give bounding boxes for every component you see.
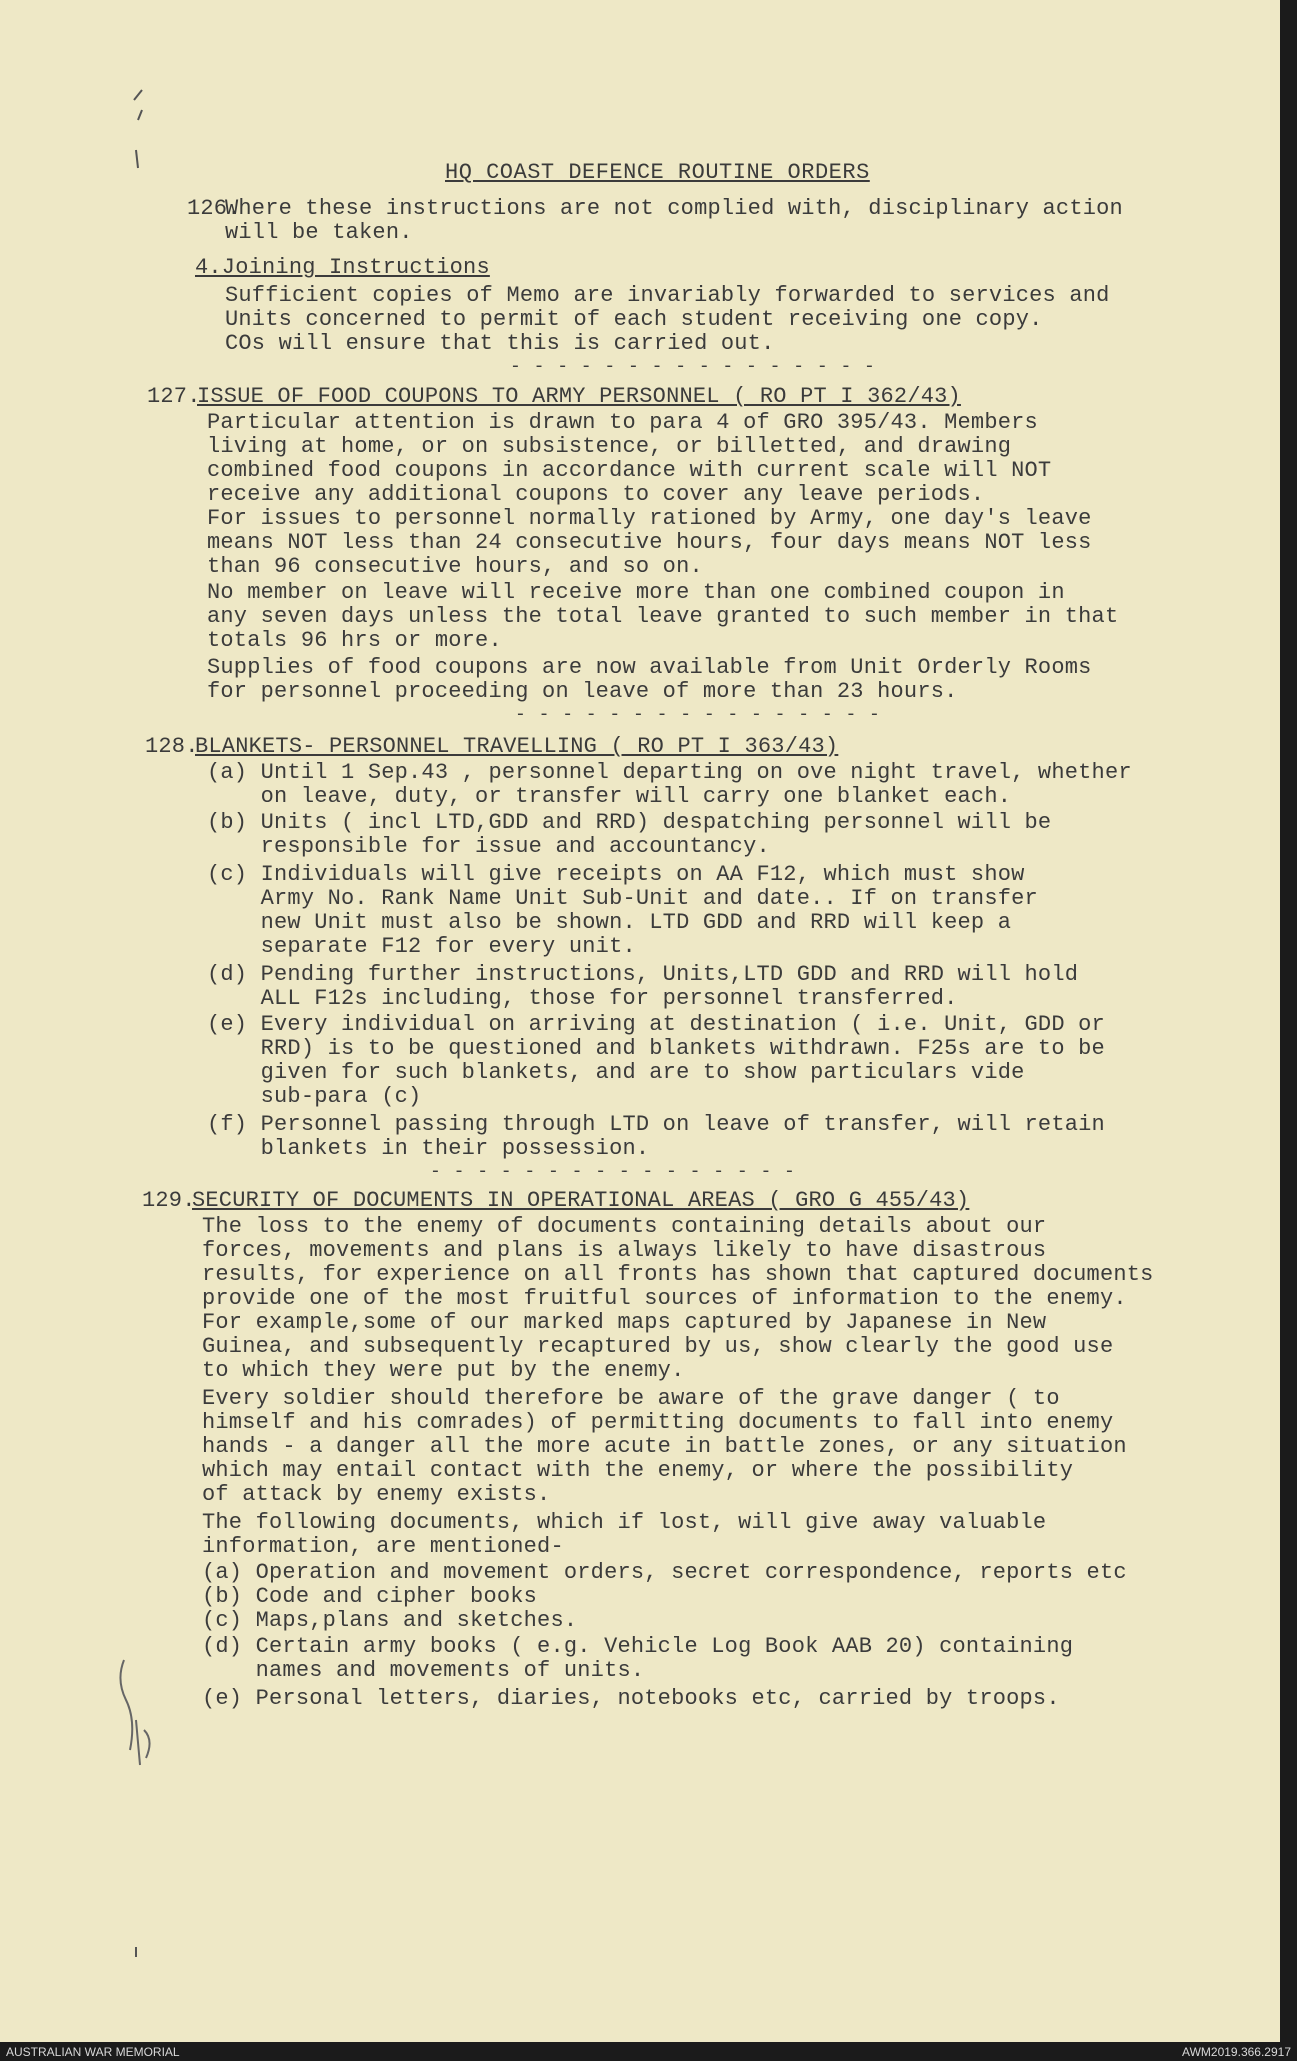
para-127-line: living at home, or on subsistence, or billetted, and drawing bbox=[207, 434, 1012, 459]
footer-institution: AUSTRALIAN WAR MEMORIAL bbox=[6, 2044, 180, 2059]
para-128-line: responsible for issue and accountancy. bbox=[207, 834, 770, 859]
separator-rule: - - - - - - - - - - - - - - - - bbox=[515, 705, 881, 725]
para-129-line: which may entail contact with the enemy, or where the possibility bbox=[202, 1458, 1074, 1483]
para-128-line: (b) Units ( incl LTD,GDD and RRD) despatching personnel will be bbox=[207, 810, 1052, 835]
separator-rule: - - - - - - - - - - - - - - - - bbox=[510, 357, 876, 377]
para-127-line: for personnel proceeding on leave of more than 23 hours. bbox=[207, 679, 958, 704]
para-129-line: hands - a danger all the more acute in battle zones, or any situation bbox=[202, 1434, 1127, 1459]
para-127-line: means NOT less than 24 consecutive hours, four days means NOT less bbox=[207, 530, 1092, 555]
para-129-number: 129. bbox=[142, 1188, 196, 1213]
para-128-heading: BLANKETS- PERSONNEL TRAVELLING ( RO PT I 363/43) bbox=[195, 734, 839, 759]
para-129-line: The loss to the enemy of documents containing details about our bbox=[202, 1214, 1047, 1239]
para-129-line: results, for experience on all fronts has shown that captured documents bbox=[202, 1262, 1154, 1287]
joining-line: COs will ensure that this is carried out. bbox=[225, 331, 775, 356]
para-127-line: receive any additional coupons to cover any leave periods. bbox=[207, 482, 985, 507]
para-129-line: forces, movements and plans is always likely to have disastrous bbox=[202, 1238, 1047, 1263]
para-129-line: (b) Code and cipher books bbox=[202, 1584, 538, 1609]
para-128-line: sub-para (c) bbox=[207, 1084, 422, 1109]
para-126-line: will be taken. bbox=[225, 220, 413, 245]
para-129-line: himself and his comrades) of permitting documents to fall into enemy bbox=[202, 1410, 1114, 1435]
para-127-line: Particular attention is drawn to para 4 of GRO 395/43. Members bbox=[207, 410, 1038, 435]
para-129-line: (e) Personal letters, diaries, notebooks etc, carried by troops. bbox=[202, 1686, 1060, 1711]
para-127-heading: ISSUE OF FOOD COUPONS TO ARMY PERSONNEL ( RO PT I 362/43) bbox=[197, 384, 961, 409]
para-127-line: No member on leave will receive more than one combined coupon in bbox=[207, 580, 1065, 605]
para-129-line: The following documents, which if lost, will give away valuable bbox=[202, 1510, 1047, 1535]
para-127-line: any seven days unless the total leave granted to such member in that bbox=[207, 604, 1119, 629]
para-129-line: provide one of the most fruitful sources of information to the enemy. bbox=[202, 1286, 1127, 1311]
joining-line: Units concerned to permit of each student receiving one copy. bbox=[225, 307, 1043, 332]
para-128-line: RRD) is to be questioned and blankets withdrawn. F25s are to be bbox=[207, 1036, 1105, 1061]
margin-pencil-mark-icon bbox=[120, 80, 160, 170]
para-127-number: 127. bbox=[147, 384, 201, 409]
para-128-number: 128. bbox=[145, 734, 199, 759]
para-128-line: ALL F12s including, those for personnel transferred. bbox=[207, 986, 958, 1011]
para-129-line: Guinea, and subsequently recaptured by us, show clearly the good use bbox=[202, 1334, 1114, 1359]
para-128-line: (a) Until 1 Sep.43 , personnel departing on ove night travel, whether bbox=[207, 760, 1132, 785]
para-129-line: (a) Operation and movement orders, secret correspondence, reports etc bbox=[202, 1560, 1127, 1585]
margin-handwriting-icon bbox=[110, 1640, 170, 1780]
para-129-line: of attack by enemy exists. bbox=[202, 1482, 551, 1507]
page-title: HQ COAST DEFENCE ROUTINE ORDERS bbox=[445, 160, 870, 185]
para-128-line: blankets in their possession. bbox=[207, 1136, 650, 1161]
para-128-line: (f) Personnel passing through LTD on leave of transfer, will retain bbox=[207, 1112, 1105, 1137]
para-129-line: Every soldier should therefore be aware of the grave danger ( to bbox=[202, 1386, 1060, 1411]
joining-instructions-heading: 4.Joining Instructions bbox=[195, 255, 490, 280]
para-126-number: 126. bbox=[187, 196, 241, 221]
para-127-line: For issues to personnel normally rationed by Army, one day's leave bbox=[207, 506, 1092, 531]
para-129-line: to which they were put by the enemy. bbox=[202, 1358, 685, 1383]
para-127-line: than 96 consecutive hours, and so on. bbox=[207, 554, 703, 579]
para-127-line: combined food coupons in accordance with current scale will NOT bbox=[207, 458, 1052, 483]
para-128-line: separate F12 for every unit. bbox=[207, 934, 636, 959]
separator-rule: - - - - - - - - - - - - - - - - bbox=[430, 1162, 796, 1182]
para-128-line: (c) Individuals will give receipts on AA F12, which must show bbox=[207, 862, 1025, 887]
para-128-line: (d) Pending further instructions, Units,LTD GDD and RRD will hold bbox=[207, 962, 1079, 987]
para-129-line: For example,some of our marked maps captured by Japanese in New bbox=[202, 1310, 1047, 1335]
para-129-line: (c) Maps,plans and sketches. bbox=[202, 1608, 578, 1633]
para-126-line: Where these instructions are not complied with, disciplinary action bbox=[225, 196, 1123, 221]
para-129-line: information, are mentioned- bbox=[202, 1534, 564, 1559]
joining-line: Sufficient copies of Memo are invariably forwarded to services and bbox=[225, 283, 1110, 308]
footer-accession-number: AWM2019.366.2917 bbox=[1182, 2044, 1291, 2059]
para-127-line: totals 96 hrs or more. bbox=[207, 628, 502, 653]
para-129-line: (d) Certain army books ( e.g. Vehicle Log Book AAB 20) containing bbox=[202, 1634, 1074, 1659]
para-127-line: Supplies of food coupons are now available from Unit Orderly Rooms bbox=[207, 655, 1092, 680]
para-128-line: Army No. Rank Name Unit Sub-Unit and date.. If on transfer bbox=[207, 886, 1038, 911]
archive-footer bbox=[0, 2042, 1297, 2061]
para-129-heading: SECURITY OF DOCUMENTS IN OPERATIONAL AREAS ( GRO G 455/43) bbox=[192, 1188, 970, 1213]
para-128-line: given for such blankets, and are to show particulars vide bbox=[207, 1060, 1025, 1085]
punch-mark-icon bbox=[130, 1945, 142, 1959]
para-128-line: (e) Every individual on arriving at destination ( i.e. Unit, GDD or bbox=[207, 1012, 1105, 1037]
para-128-line: new Unit must also be shown. LTD GDD and RRD will keep a bbox=[207, 910, 1012, 935]
para-128-line: on leave, duty, or transfer will carry one blanket each. bbox=[207, 784, 1012, 809]
para-129-line: names and movements of units. bbox=[202, 1658, 645, 1683]
